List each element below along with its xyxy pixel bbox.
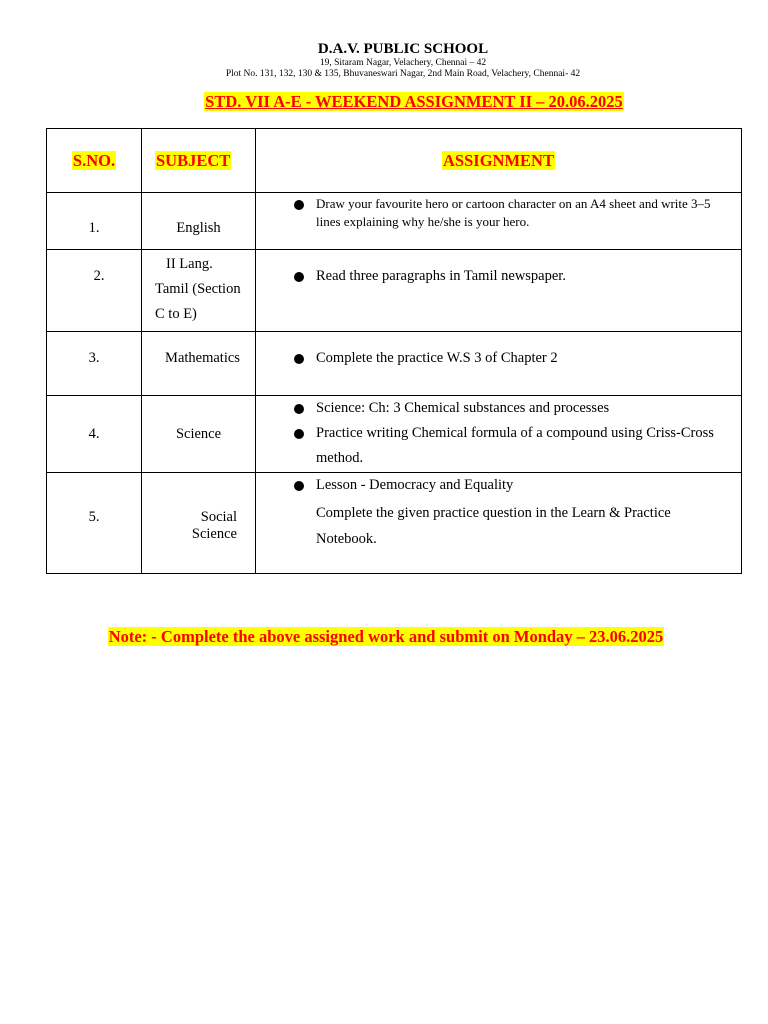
header-subject-label: SUBJECT	[156, 150, 231, 170]
school-address-line-2: Plot No. 131, 132, 130 & 135, Bhuvaneswari Nagar, 2nd Main Road, Velachery, Chennai- 42	[225, 69, 581, 79]
school-address-line-1: 19, Sitaram Nagar, Velachery, Chennai – 42	[319, 58, 487, 68]
assignment-bullet: Read three paragraphs in Tamil newspaper.	[292, 264, 733, 289]
header-assignment-label: ASSIGNMENT	[443, 150, 554, 170]
header-sno-label: S.NO.	[72, 150, 116, 170]
assignment-bullet: Lesson - Democracy and Equality	[292, 473, 733, 498]
table-row	[47, 332, 742, 396]
table-header-row	[47, 129, 742, 193]
table-row	[47, 250, 742, 332]
row-subject	[142, 473, 256, 574]
submission-note: Note: - Complete the above assigned work and submit on Monday – 23.06.2025	[108, 627, 664, 646]
row-sno: 3.	[47, 332, 142, 396]
subject-line: Science	[191, 526, 237, 542]
row-sno: 1.	[47, 193, 142, 250]
assignment-bullet: Practice writing Chemical formula of a compound using Criss-Cross method.	[292, 421, 733, 471]
school-name: D.A.V. PUBLIC SCHOOL	[317, 41, 489, 57]
row-subject: Mathematics	[142, 332, 256, 396]
row-sno: 5.	[47, 473, 142, 574]
document-title: STD. VII A-E - WEEKEND ASSIGNMENT II – 20.06.2025	[205, 92, 623, 111]
assignment-table	[46, 128, 742, 574]
header-sno	[47, 129, 142, 193]
table-row	[47, 473, 742, 574]
row-sno: 2.	[47, 250, 142, 332]
table-row	[47, 396, 742, 473]
document-title-wrap	[0, 92, 768, 112]
row-assignment	[256, 473, 742, 574]
header-assignment	[256, 129, 742, 193]
assignment-text: Complete the given practice question in the Learn & Practice Notebook.	[316, 505, 671, 547]
subject-line: II Lang.	[166, 256, 213, 272]
row-assignment	[256, 396, 742, 473]
row-assignment	[256, 332, 742, 396]
row-sno: 4.	[47, 396, 142, 473]
assignment-bullet: Draw your favourite hero or cartoon character on an A4 sheet and write 3–5 lines explaining why he/she is your hero.	[292, 195, 733, 231]
row-assignment	[256, 193, 742, 250]
row-subject: English	[142, 193, 256, 250]
note-wrap	[0, 627, 768, 647]
assignment-bullet: Complete the practice W.S 3 of Chapter 2	[292, 346, 733, 371]
assignment-bullet: Science: Ch: 3 Chemical substances and processes	[292, 396, 733, 421]
subject-line: Social	[200, 509, 237, 525]
table-row	[47, 193, 742, 250]
row-assignment	[256, 250, 742, 332]
row-subject	[142, 250, 256, 332]
row-subject: Science	[142, 396, 256, 473]
subject-line: C to E)	[155, 306, 197, 322]
subject-line: Tamil (Section	[155, 281, 241, 297]
header-subject	[142, 129, 256, 193]
